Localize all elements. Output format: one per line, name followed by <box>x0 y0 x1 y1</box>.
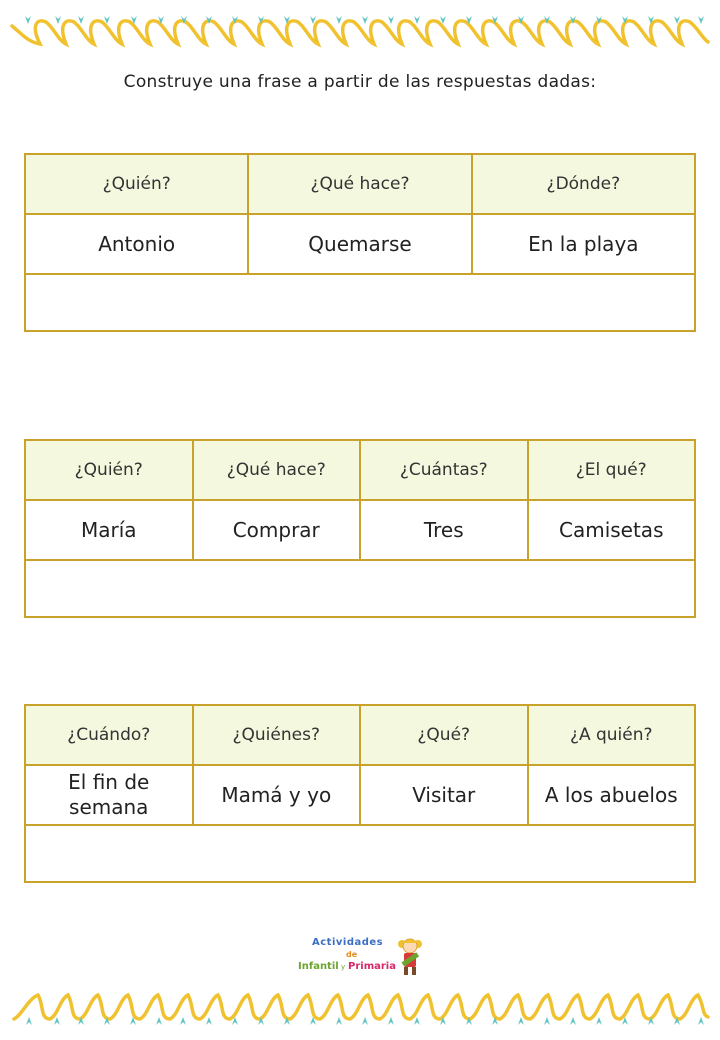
question-header: ¿Quiénes? <box>193 705 361 765</box>
question-header: ¿Quién? <box>25 154 248 214</box>
answer-row <box>25 765 695 825</box>
answer-cell: Antonio <box>25 214 248 274</box>
answer-cell: Tres <box>360 500 528 560</box>
logo-text-primaria: Primaria <box>348 961 396 972</box>
logo-text-infantil: Infantil <box>298 961 339 972</box>
answer-cell: Camisetas <box>528 500 696 560</box>
answer-row <box>25 214 695 274</box>
sentence-row <box>25 825 695 882</box>
sentence-answer-field[interactable] <box>25 274 695 331</box>
sentence-row <box>25 274 695 331</box>
answer-cell: Mamá y yo <box>193 765 361 825</box>
sentence-answer-field[interactable] <box>25 825 695 882</box>
answer-cell: A los abuelos <box>528 765 696 825</box>
question-header: ¿Quién? <box>25 440 193 500</box>
logo-text-actividades: Actividades <box>312 937 384 948</box>
question-row <box>25 154 695 214</box>
question-header: ¿Qué hace? <box>193 440 361 500</box>
question-row <box>25 440 695 500</box>
answer-cell: Quemarse <box>248 214 471 274</box>
question-header: ¿Qué hace? <box>248 154 471 214</box>
logo-text-de: de <box>346 950 358 959</box>
worksheet-table-3 <box>24 704 696 883</box>
answer-cell: Visitar <box>360 765 528 825</box>
question-header: ¿Cuándo? <box>25 705 193 765</box>
question-header: ¿Cuántas? <box>360 440 528 500</box>
decorative-wave-border-top <box>0 4 720 54</box>
worksheet-table-2 <box>24 439 696 618</box>
answer-cell: El fin de semana <box>25 765 193 825</box>
sentence-answer-field[interactable] <box>25 560 695 617</box>
answer-cell: Comprar <box>193 500 361 560</box>
publisher-logo <box>296 935 426 979</box>
answer-cell: En la playa <box>472 214 695 274</box>
question-header: ¿El qué? <box>528 440 696 500</box>
answer-row <box>25 500 695 560</box>
sentence-row <box>25 560 695 617</box>
logo-text-y: y <box>341 963 346 971</box>
decorative-wave-border-bottom <box>0 985 720 1035</box>
instruction-text: Construye una frase a partir de las respuestas dadas: <box>123 72 597 92</box>
worksheet-table-1 <box>24 153 696 332</box>
question-header: ¿A quién? <box>528 705 696 765</box>
answer-cell: María <box>25 500 193 560</box>
question-row <box>25 705 695 765</box>
girl-with-pencil-icon <box>396 935 424 977</box>
question-header: ¿Dónde? <box>472 154 695 214</box>
question-header: ¿Qué? <box>360 705 528 765</box>
